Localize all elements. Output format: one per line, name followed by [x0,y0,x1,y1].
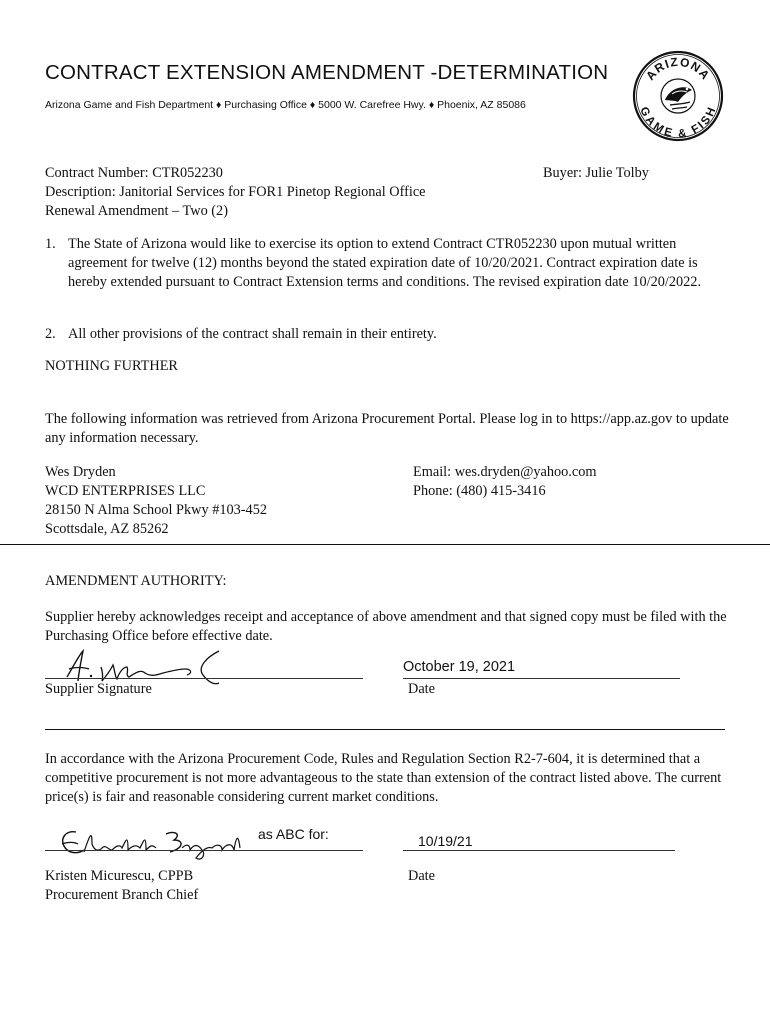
contract-number: Contract Number: CTR052230 [45,165,223,181]
as-abc-for-label: as ABC for: [258,826,329,842]
authority-heading: AMENDMENT AUTHORITY: [45,573,227,589]
determination-text: In accordance with the Arizona Procurement Code, Rules and Regulation Section R2-7-604, it is determined that a competitive procurement is not more advantageous to the state than extension of the contract listed above. The current price(s) is fair and reasonable considering current market conditions. [45,751,722,805]
supplier-date-label: Date [408,681,435,697]
fish-emblem-icon [632,50,724,142]
buyer-name: Buyer: Julie Tolby [543,165,649,181]
renewal-amendment: Renewal Amendment – Two (2) [45,203,228,219]
item-text: The State of Arizona would like to exercise its option to extend Contract CTR052230 upon mutual written agreement for twelve (12) months beyond the stated expiration date of 10/20/2021. Contract expiration date is hereby extended pursuant to Contract Extension terms and conditions. The revised expiration date 10/20/2022. [68,236,702,290]
list-item [45,235,727,292]
item-text: All other provisions of the contract shall remain in their entirety. [68,326,437,342]
item-number: 2. [45,326,56,342]
contract-description: Description: Janitorial Services for FOR1 Pinetop Regional Office [45,184,426,200]
contract-info [45,164,545,221]
nothing-further: NOTHING FURTHER [45,358,178,374]
supplier-company: WCD ENTERPRISES LLC [45,483,206,499]
authority-divider [45,729,725,730]
arizona-game-fish-logo [632,50,724,142]
section-divider [0,544,770,545]
supplier-email: Email: wes.dryden@yahoo.com [413,464,597,480]
supplier-signature-label: Supplier Signature [45,681,152,697]
amendment-items [45,235,727,292]
abc-signature-line [45,850,363,851]
abc-date-line [403,850,675,851]
authority-text: Supplier hereby acknowledges receipt and acceptance of above amendment and that signed copy must be filed with the Purchasing Office before effective date. [45,609,727,644]
supplier-date-value: October 19, 2021 [403,659,516,675]
signer-block [45,867,198,905]
portal-note: The following information was retrieved from Arizona Procurement Portal. Please log in to https://app.az.gov to update any information necessary. [45,411,729,446]
abc-date-value: 10/19/21 [418,833,473,849]
list-item [45,325,727,344]
supplier-address-1: 28150 N Alma School Pkwy #103-452 [45,502,267,518]
signer-title: Procurement Branch Chief [45,887,199,903]
abc-signature-image [56,824,256,864]
supplier-info [45,463,405,539]
document-title: CONTRACT EXTENSION AMENDMENT -DETERMINATION [45,61,609,84]
supplier-signature-line [45,678,363,679]
supplier-address-2: Scottsdale, AZ 85262 [45,521,169,537]
supplier-date-line [403,678,680,679]
department-address-line: Arizona Game and Fish Department ♦ Purchasing Office ♦ 5000 W. Carefree Hwy. ♦ Phoenix, AZ 85086 [45,99,526,111]
signer-name: Kristen Micurescu, CPPB [45,868,194,884]
supplier-contact-name: Wes Dryden [45,464,116,480]
abc-date-label: Date [408,868,435,884]
logo-arc-top: ARIZONA [643,54,713,83]
logo-arc-bottom: GAME & FISH [637,105,719,141]
supplier-contact [413,463,597,501]
supplier-phone: Phone: (480) 415-3416 [413,483,546,499]
amendment-items-2 [45,325,727,344]
abc-signature [56,824,256,864]
item-number: 1. [45,236,56,252]
